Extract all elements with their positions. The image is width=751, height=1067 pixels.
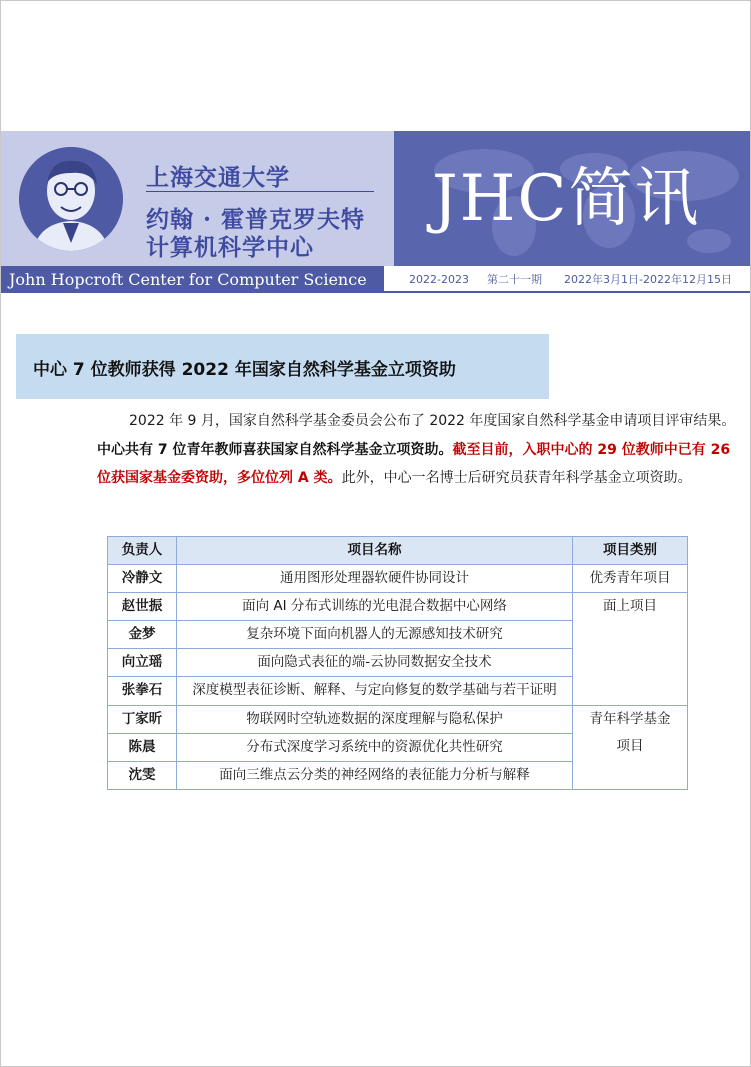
- para-intro: 2022 年 9 月，国家自然科学基金委员会公布了 2022 年度国家自然科学基金申请项目评审结果。: [129, 413, 736, 429]
- newsletter-banner: [1, 131, 750, 293]
- leader-name: 金梦: [108, 621, 177, 649]
- project-title: 深度模型表征诊断、解释、与定向修复的数学基础与若干证明: [177, 677, 573, 706]
- category-cell: 面上项目: [573, 593, 688, 706]
- project-title: 复杂环境下面向机器人的无源感知技术研究: [177, 621, 573, 649]
- newsletter-title: JHC简讯: [432, 162, 701, 236]
- category-cell: 青年科学基金项目: [573, 705, 688, 789]
- issue-number: 第二十一期: [487, 273, 542, 286]
- leader-name: 冷静文: [108, 565, 177, 593]
- table-header-row: [108, 537, 688, 565]
- table-row: [108, 705, 688, 733]
- para-highlight: 中心共有 7 位青年教师喜获国家自然科学基金立项资助。: [97, 441, 453, 458]
- banner-left-panel: [1, 131, 394, 266]
- header-category: 项目类别: [573, 537, 688, 565]
- project-title: 面向三维点云分类的神经网络的表征能力分析与解释: [177, 761, 573, 789]
- para-closing: 此外，中心一名博士后研究员获青年科学基金立项资助。: [341, 470, 692, 487]
- banner-right-panel: [394, 131, 750, 266]
- issue-years: 2022-2023: [409, 273, 469, 286]
- article-heading: 中心 7 位教师获得 2022 年国家自然科学基金立项资助: [33, 360, 456, 380]
- center-name-line2: 计算机科学中心: [146, 234, 314, 261]
- university-name: 上海交通大学: [146, 164, 290, 191]
- category-cell: 优秀青年项目: [573, 565, 688, 593]
- leader-name: 向立瑶: [108, 649, 177, 677]
- leader-name: 陈晨: [108, 733, 177, 761]
- project-title: 通用图形处理器软硬件协同设计: [177, 565, 573, 593]
- leader-name: 赵世振: [108, 593, 177, 621]
- section-heading: [16, 334, 549, 399]
- header-project: 项目名称: [177, 537, 573, 565]
- article-paragraph: [97, 407, 737, 493]
- header-leader: 负责人: [108, 537, 177, 565]
- project-title: 面向 AI 分布式训练的光电混合数据中心网络: [177, 593, 573, 621]
- center-name-line1: 约翰 · 霍普克罗夫特: [146, 206, 366, 233]
- project-title: 面向隐式表征的端-云协同数据安全技术: [177, 649, 573, 677]
- project-title: 分布式深度学习系统中的资源优化共性研究: [177, 733, 573, 761]
- project-title: 物联网时空轨迹数据的深度理解与隐私保护: [177, 705, 573, 733]
- issue-dates: 2022年3月1日-2022年12月15日: [564, 273, 732, 286]
- grant-table: [107, 536, 688, 790]
- table-row: [108, 565, 688, 593]
- english-center-name: John Hopcroft Center for Computer Science: [1, 266, 384, 293]
- table-row: [108, 593, 688, 621]
- para-red-highlight: 截至目前，入职中心的 29 位教师中已有 26 位获国家基金委资助，多位位列 A 类。: [97, 441, 731, 487]
- name-divider: [146, 191, 374, 192]
- portrait-icon: [19, 147, 123, 251]
- leader-name: 沈雯: [108, 761, 177, 789]
- issue-info: [384, 266, 750, 293]
- leader-name: 丁家昕: [108, 705, 177, 733]
- leader-name: 张拳石: [108, 677, 177, 706]
